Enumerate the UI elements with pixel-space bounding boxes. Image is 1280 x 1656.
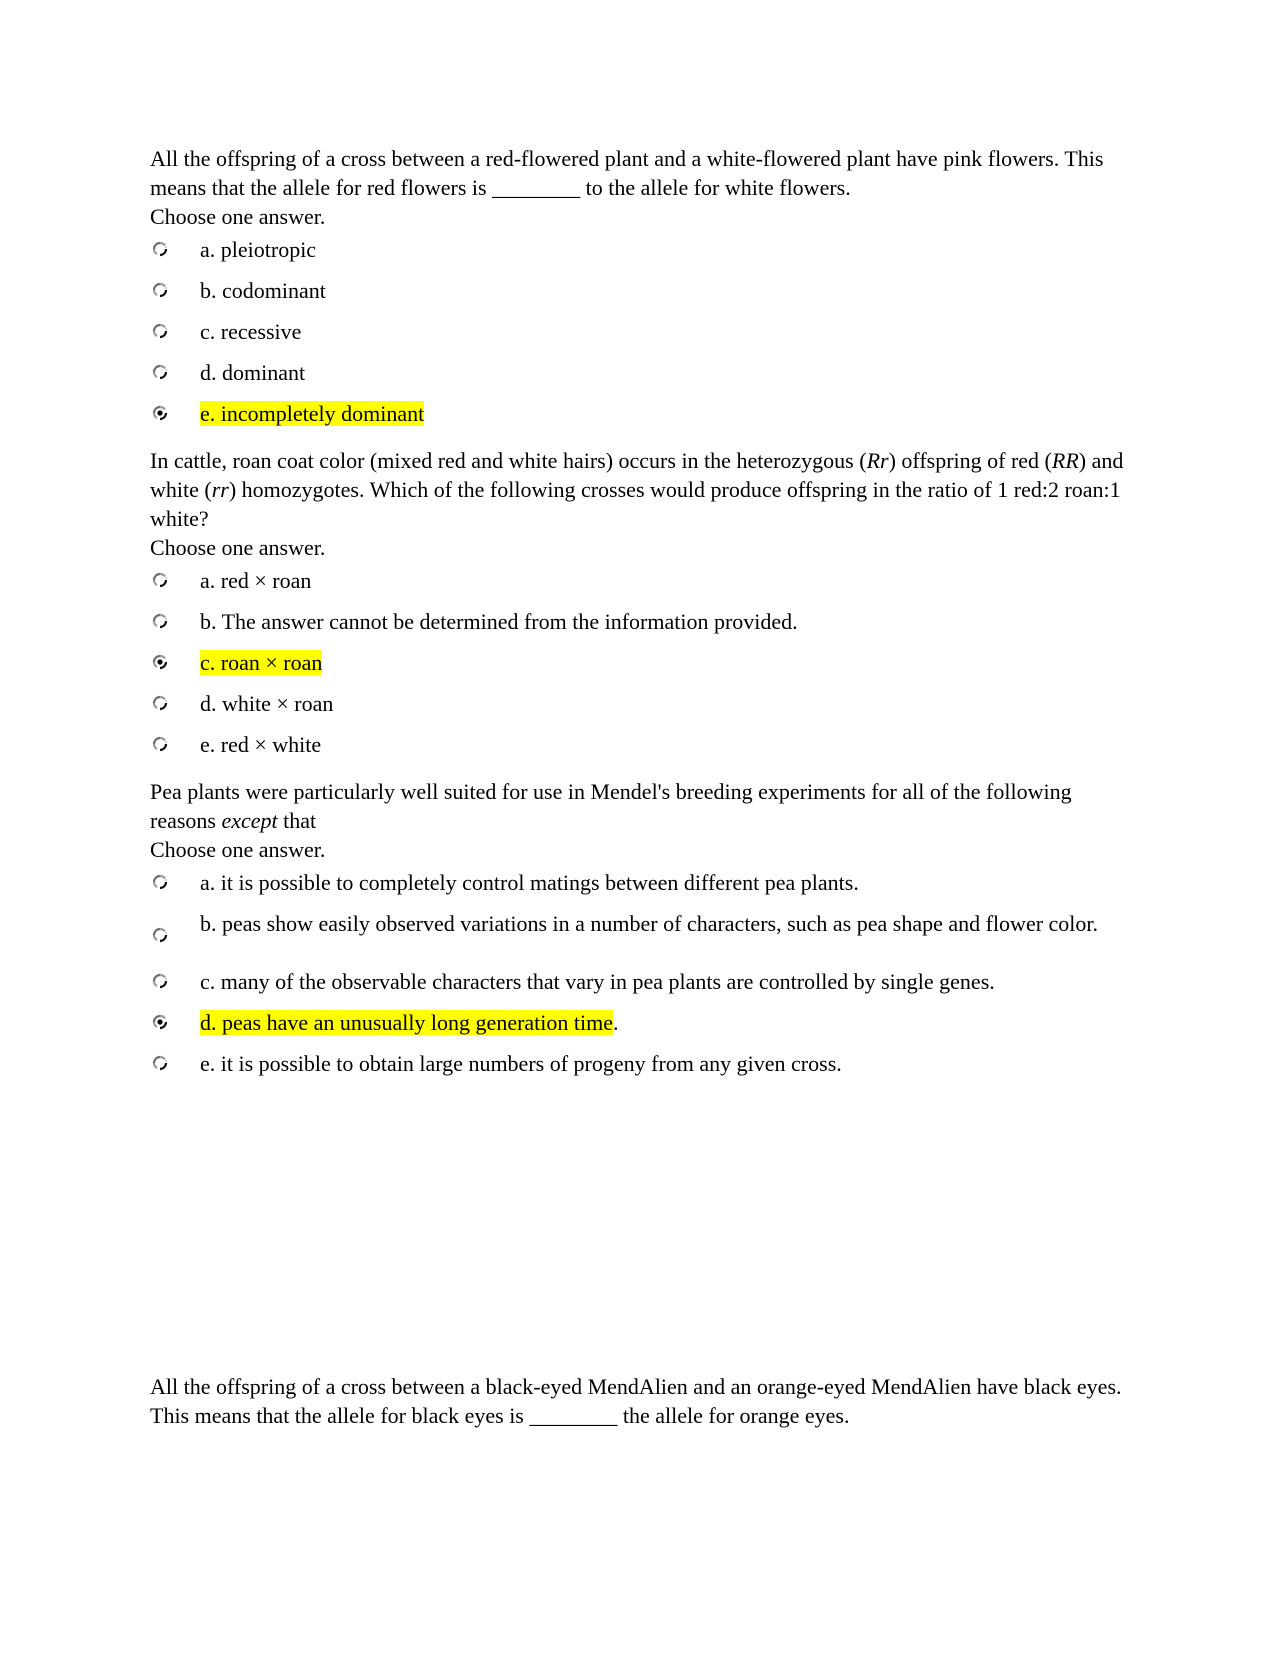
radio-checked-icon[interactable] <box>152 1014 168 1030</box>
stem-italic: Rr <box>866 448 889 473</box>
radio-unchecked-icon[interactable] <box>152 323 168 339</box>
stem-text: Pea plants were particularly well suited for use in Mendel's breeding experiments for all of the following reasons <box>150 779 1072 833</box>
option-label-highlighted: d. peas have an unusually long generation time <box>200 1010 613 1035</box>
option-2e[interactable] <box>150 730 1140 771</box>
option-1c[interactable] <box>150 317 1140 358</box>
option-label: a. red × roan <box>200 568 312 593</box>
option-3d[interactable] <box>150 1008 1140 1049</box>
question-3 <box>150 777 1140 1090</box>
option-label: b. The answer cannot be determined from the information provided. <box>200 609 798 634</box>
stem-text: ) homozygotes. Which of the following crosses would produce offspring in the ratio of 1 red:2 roan:1 white? <box>150 477 1121 531</box>
radio-unchecked-icon[interactable] <box>152 364 168 380</box>
option-3b[interactable] <box>150 909 1140 967</box>
option-label-highlighted: e. incompletely dominant <box>200 401 425 426</box>
option-1d[interactable] <box>150 358 1140 399</box>
question-3-options <box>150 868 1140 1090</box>
radio-checked-icon[interactable] <box>152 405 168 421</box>
option-label: e. red × white <box>200 732 322 757</box>
option-3c[interactable] <box>150 967 1140 1008</box>
option-label: a. it is possible to completely control matings between different pea plants. <box>200 870 859 895</box>
option-2d[interactable] <box>150 689 1140 730</box>
radio-unchecked-icon[interactable] <box>152 613 168 629</box>
option-3a[interactable] <box>150 868 1140 909</box>
stem-text: ) offspring of red ( <box>888 448 1052 473</box>
option-1e[interactable] <box>150 399 1140 440</box>
option-label: b. peas show easily observed variations in a number of characters, such as pea shape and flower color. <box>200 911 1099 936</box>
option-1a[interactable] <box>150 235 1140 276</box>
option-2a[interactable] <box>150 566 1140 607</box>
question-2-options <box>150 566 1140 771</box>
question-4-stem: All the offspring of a cross between a black-eyed MendAlien and an orange-eyed MendAlien have black eyes. This means that the allele for black eyes is ________ the allele for orange eyes. <box>150 1374 1122 1428</box>
option-2c[interactable] <box>150 648 1140 689</box>
radio-unchecked-icon[interactable] <box>152 927 168 943</box>
question-2-prompt: Choose one answer. <box>150 535 326 560</box>
option-label-suffix: . <box>613 1010 619 1035</box>
stem-italic: except <box>221 808 278 833</box>
option-label: c. recessive <box>200 319 302 344</box>
radio-unchecked-icon[interactable] <box>152 874 168 890</box>
question-3-prompt: Choose one answer. <box>150 837 326 862</box>
question-1-stem: All the offspring of a cross between a red-flowered plant and a white-flowered plant have pink flowers. This means that the allele for red flowers is ________ to the allele for white flowers. <box>150 146 1104 200</box>
radio-unchecked-icon[interactable] <box>152 282 168 298</box>
stem-italic: rr <box>211 477 229 502</box>
question-2 <box>150 446 1140 771</box>
radio-unchecked-icon[interactable] <box>152 973 168 989</box>
radio-unchecked-icon[interactable] <box>152 736 168 752</box>
option-label: c. many of the observable characters that vary in pea plants are controlled by single genes. <box>200 969 995 994</box>
radio-unchecked-icon[interactable] <box>152 241 168 257</box>
option-label-highlighted: c. roan × roan <box>200 650 323 675</box>
radio-unchecked-icon[interactable] <box>152 572 168 588</box>
stem-text: ) and white ( <box>150 448 1124 502</box>
question-4 <box>150 1372 1140 1430</box>
question-1 <box>150 144 1140 440</box>
option-label: a. pleiotropic <box>200 237 317 262</box>
option-1b[interactable] <box>150 276 1140 317</box>
radio-checked-icon[interactable] <box>152 654 168 670</box>
option-label: d. white × roan <box>200 691 334 716</box>
question-1-options <box>150 235 1140 440</box>
radio-unchecked-icon[interactable] <box>152 1055 168 1071</box>
question-1-prompt: Choose one answer. <box>150 204 326 229</box>
option-3e[interactable] <box>150 1049 1140 1090</box>
question-2-stem <box>150 446 1140 533</box>
option-label: b. codominant <box>200 278 326 303</box>
stem-text: In cattle, roan coat color (mixed red and white hairs) occurs in the heterozygous ( <box>150 448 867 473</box>
radio-unchecked-icon[interactable] <box>152 695 168 711</box>
option-2b[interactable] <box>150 607 1140 648</box>
option-label: d. dominant <box>200 360 306 385</box>
stem-text: that <box>277 808 317 833</box>
option-label: e. it is possible to obtain large numbers of progeny from any given cross. <box>200 1051 842 1076</box>
question-3-stem <box>150 777 1140 835</box>
stem-italic: RR <box>1051 448 1079 473</box>
